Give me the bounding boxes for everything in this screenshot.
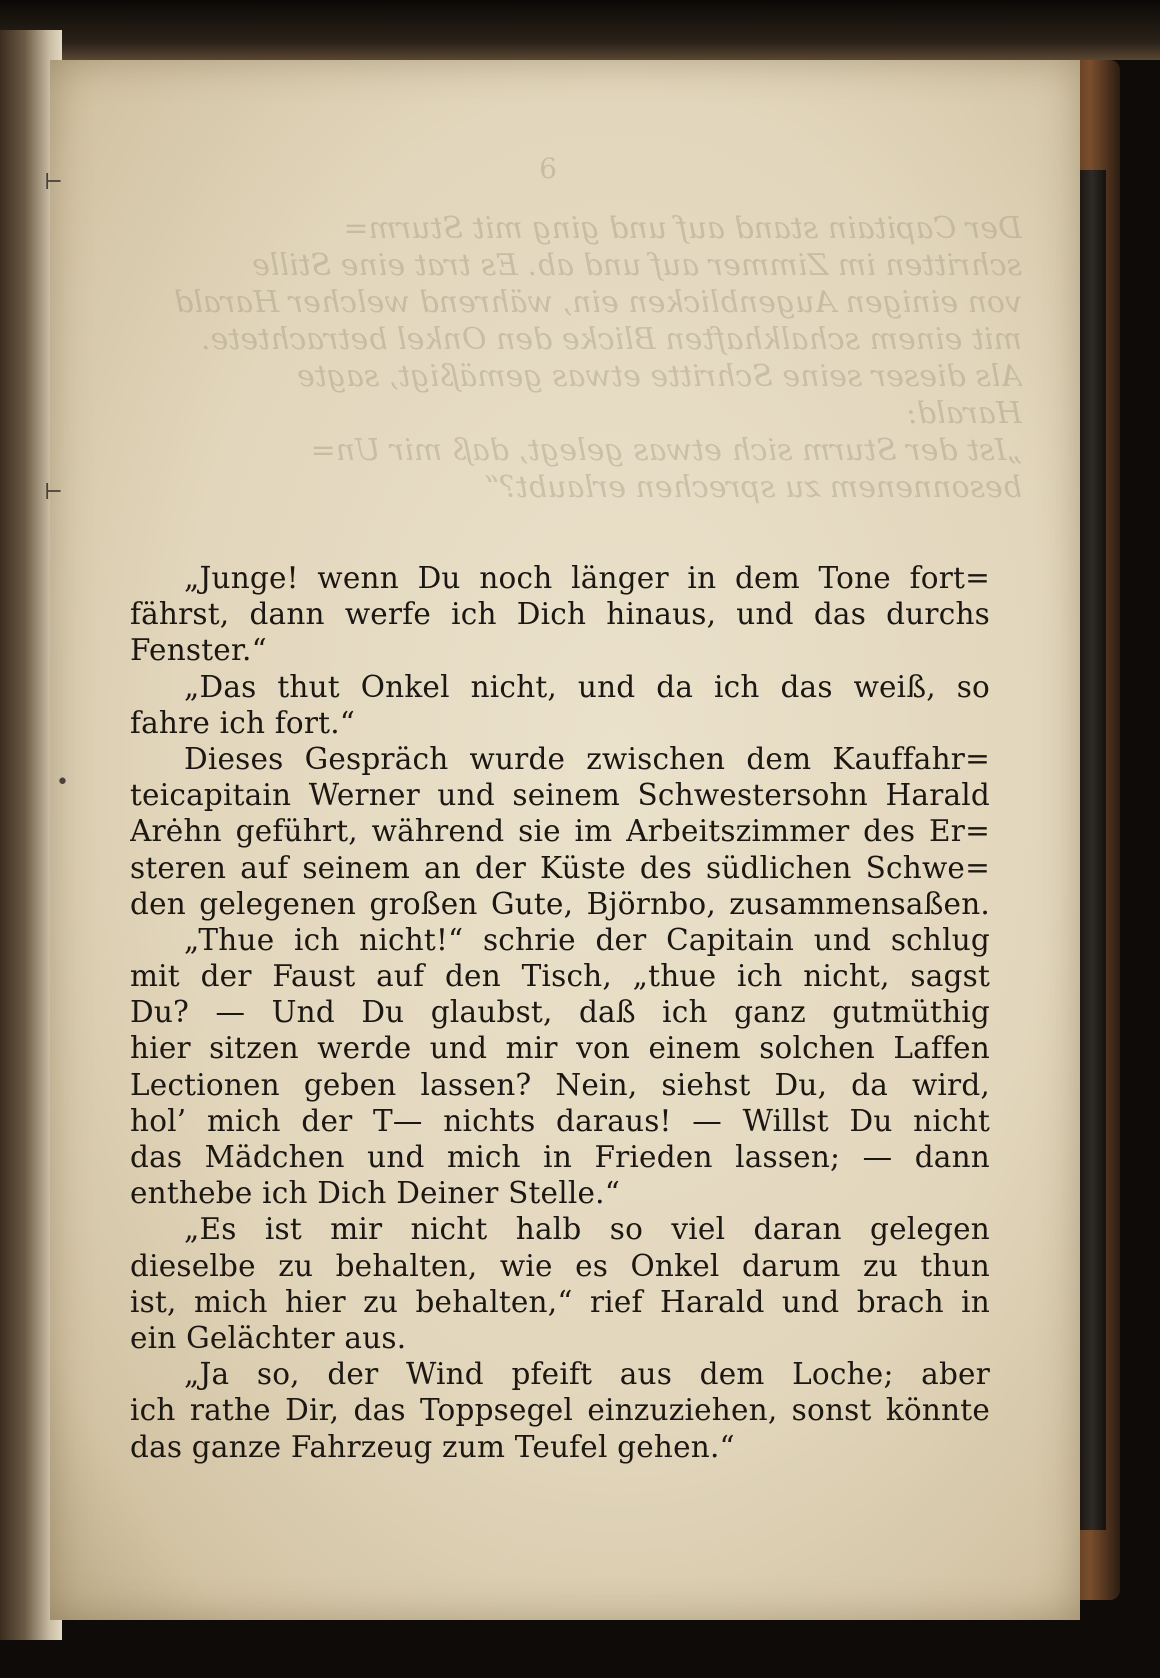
bleed-line: Harald: <box>906 396 1022 431</box>
text-line: steren auf seinem an der Küste des südlichen Schwe= <box>130 850 990 885</box>
text-line: hier sitzen werde und mir von einem solchen Laffen <box>130 1031 990 1066</box>
text-line: ist, mich hier zu behalten,“ rief Harald und brach in <box>130 1284 990 1319</box>
text-line: „Ja so, der Wind pfeift aus dem Loche; aber <box>184 1357 990 1392</box>
bleed-line: Als dieser seine Schritte etwas gemäßigt, sagte <box>297 359 1022 394</box>
page-text <box>130 560 990 1465</box>
text-line: Fenster.“ <box>130 633 267 668</box>
text-line: fahre ich fort.“ <box>130 705 356 740</box>
text-line: „Das thut Onkel nicht, und da ich das weiß, so <box>184 669 990 704</box>
text-line: ich rathe Dir, das Toppsegel einzuziehen, sonst könnte <box>130 1393 990 1428</box>
bleed-line: von einigen Augenblicken ein, während welcher Harald <box>174 285 1022 320</box>
text-line: „Thue ich nicht!“ schrie der Capitain und schlug <box>184 922 990 957</box>
text-line: ein Gelächter aus. <box>130 1320 407 1355</box>
text-line: das ganze Fahrzeug zum Teufel gehen.“ <box>130 1429 735 1464</box>
text-line: dieselbe zu behalten, wie es Onkel darum zu thun <box>130 1248 990 1283</box>
text-line: fährst, dann werfe ich Dich hinaus, und das durchs <box>130 597 990 632</box>
text-line: teicapitain Werner und seinem Schwestersohn Harald <box>130 778 990 813</box>
bleed-line: schritten im Zimmer auf und ab. Es trat eine Stille <box>252 248 1022 283</box>
page-number: 6 <box>539 152 557 185</box>
text-line: mit der Faust auf den Tisch, „thue ich nicht, sagst <box>130 959 990 994</box>
book-top-edge <box>0 0 1160 60</box>
text-line: den gelegenen großen Gute, Björnbo, zusammensaßen. <box>130 886 990 921</box>
text-line: Lectionen geben lassen? Nein, siehst Du, da wird, <box>130 1067 990 1102</box>
margin-mark: ⊢ <box>44 170 63 195</box>
text-line: Dieses Gespräch wurde zwischen dem Kauffahr= <box>184 741 990 776</box>
book-page <box>50 60 1080 1620</box>
text-line: das Mädchen und mich in Frieden lassen; — dann <box>130 1140 990 1174</box>
text-line: Du? — Und Du glaubst, daß ich ganz gutmüthig <box>130 995 990 1030</box>
text-line: Arėhn geführt, während sie im Arbeitszimmer des Er= <box>130 814 990 849</box>
bleed-line: mit einem schalkhaften Blicke den Onkel betrachtete. <box>200 322 1022 357</box>
bleed-line: besonnenem zu sprechen erlaubt?“ <box>484 470 1022 505</box>
bleed-line: „Ist der Sturm sich etwas gelegt, daß mir Un= <box>310 433 1022 468</box>
text-line: „Es ist mir nicht halb so viel daran gelegen <box>184 1212 990 1247</box>
text-line: „Junge! wenn Du noch länger in dem Tone fort= <box>184 561 990 595</box>
text-line: hol’ mich der T— nichts daraus! — Willst Du nicht <box>130 1103 990 1138</box>
margin-mark: ⊢ <box>44 480 63 505</box>
margin-mark: • <box>56 770 69 795</box>
bleed-line: Der Capitain stand auf und ging mit Sturm= <box>343 211 1022 246</box>
text-line: enthebe ich Dich Deiner Stelle.“ <box>130 1176 620 1211</box>
bleed-through-text <box>142 210 1022 540</box>
